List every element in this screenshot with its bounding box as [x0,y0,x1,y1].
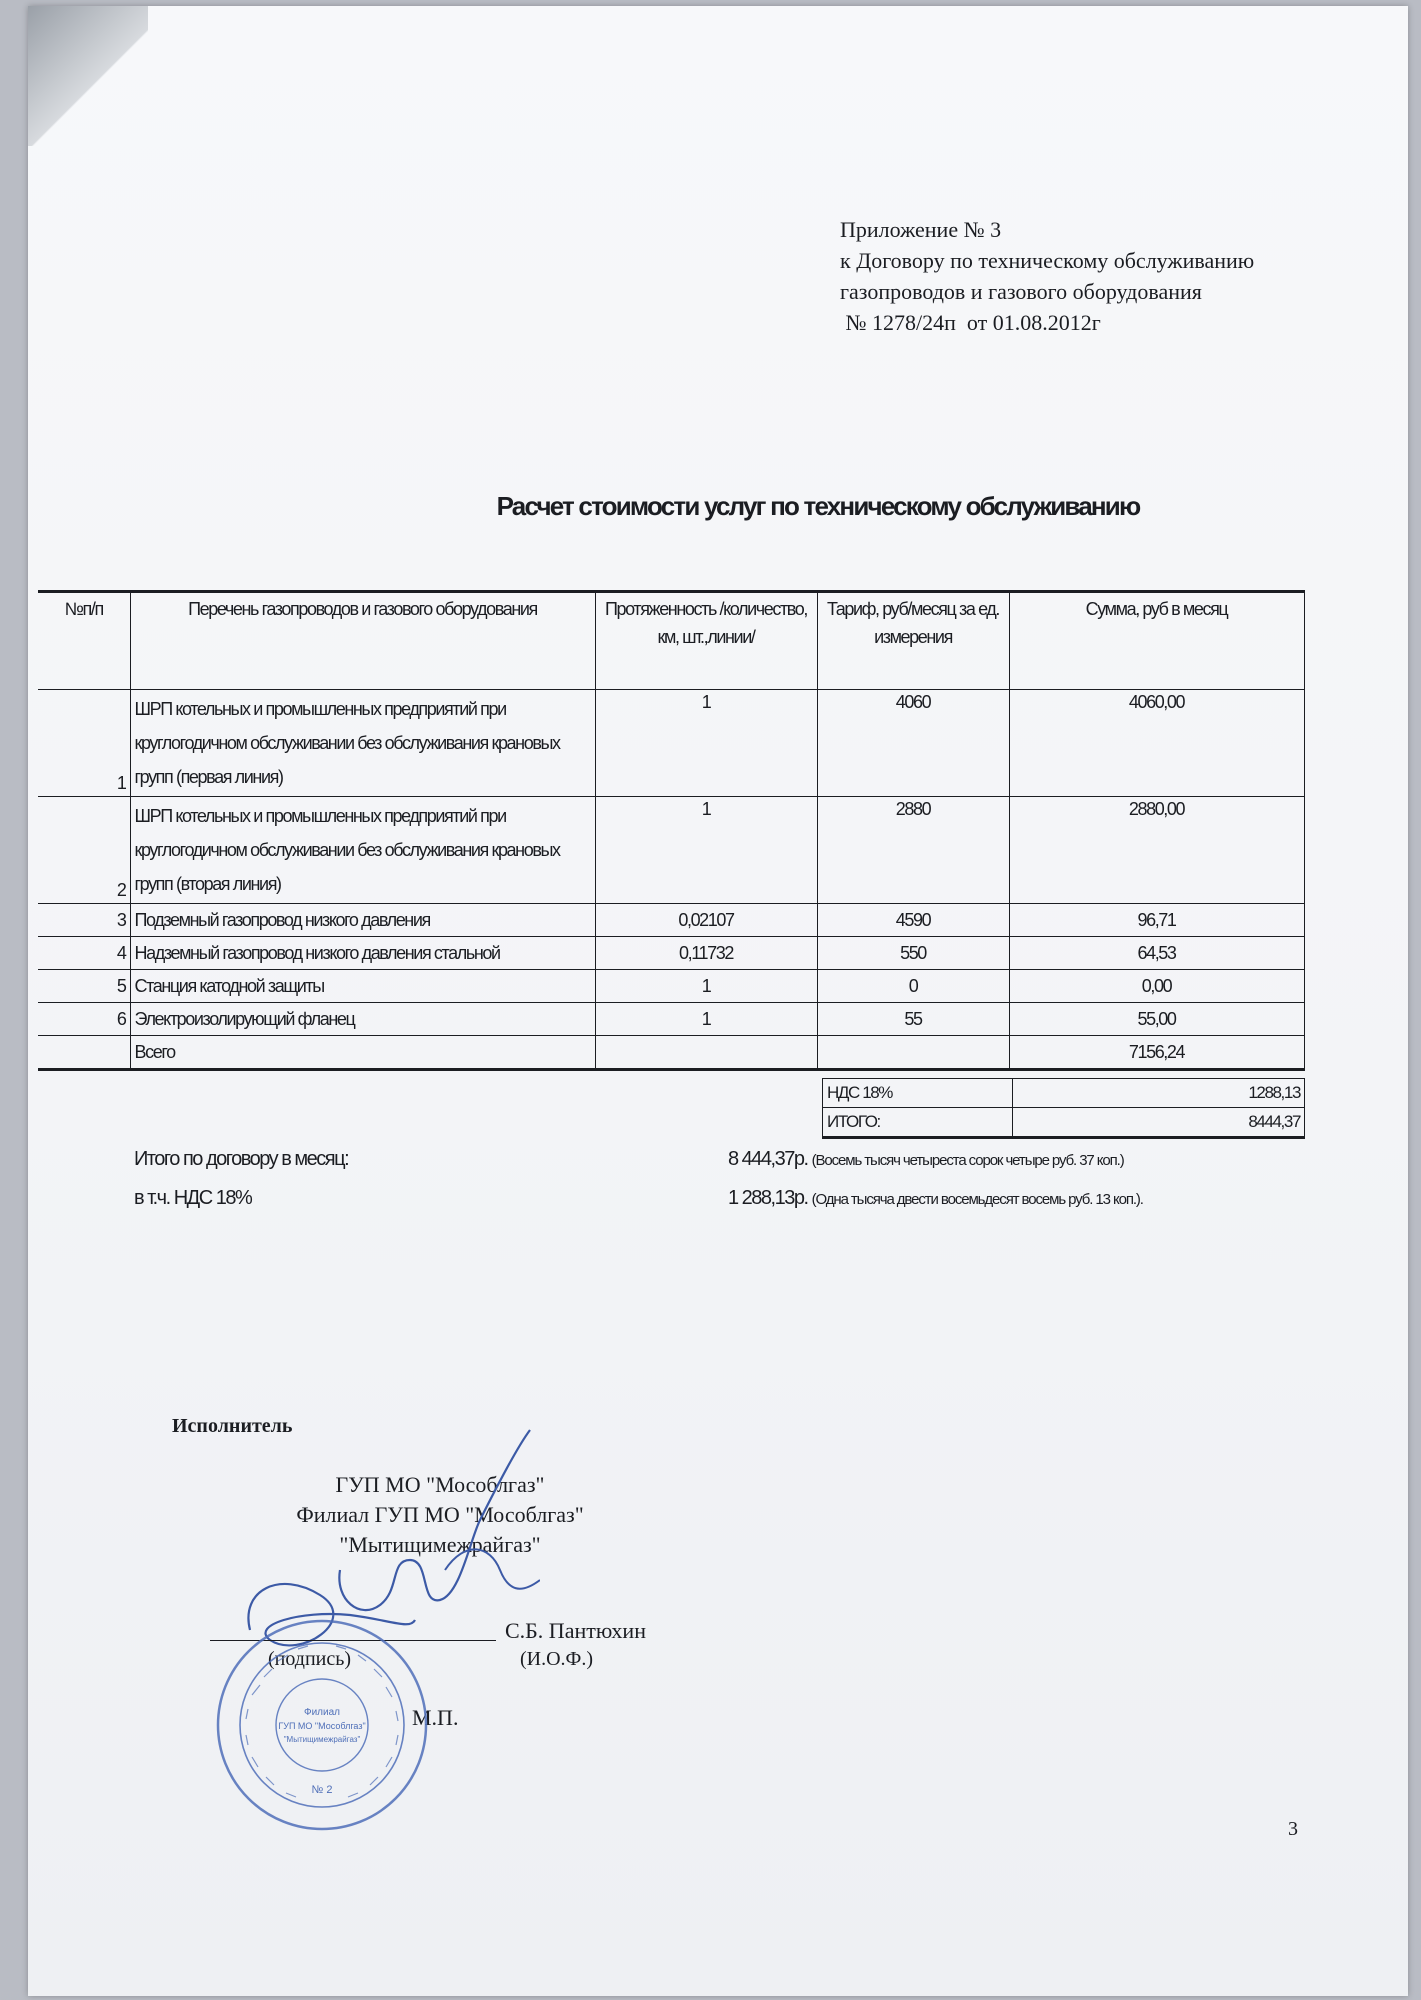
org-line-3: "Мытищимежрайгаз" [339,1532,541,1557]
row-name: Надземный газопровод низкого давления стальной [130,937,595,970]
seal-mark: М.П. [412,1705,459,1730]
row-qty: 1 [595,1003,817,1036]
total-qty-cell [595,1036,817,1070]
row-sum: 2880,00 [1009,797,1304,904]
row-name: ШРП котельных и промышленных предприятий при круглогодичном обслуживании без обслуживания крановых групп (первая линия) [130,690,595,797]
vat-label: НДС 18% [823,1079,1013,1108]
table-header-row [38,592,1304,690]
summary-vat-amount-group [728,1187,1143,1210]
total-sum: 7156,24 [1009,1036,1304,1070]
total-label: Всего [130,1036,595,1070]
row-num: 1 [38,690,130,797]
row-sum: 55,00 [1009,1003,1304,1036]
row-sum: 64,53 [1009,937,1304,970]
summary-monthly-amount: 8 444,37р. [728,1148,808,1170]
header-name: Перечень газопроводов и газового оборудования [130,592,595,690]
row-tariff: 0 [817,970,1009,1003]
row-name: ШРП котельных и промышленных предприятий при круглогодичном обслуживании без обслуживания крановых групп (вторая линия) [130,797,595,904]
row-qty: 0,11732 [595,937,817,970]
row-tariff: 2880 [817,797,1009,904]
row-num: 4 [38,937,130,970]
page-number: 3 [1288,1818,1298,1840]
appendix-header [840,214,1254,338]
appendix-line-2: к Договору по техническому обслуживанию [840,248,1255,273]
fio-caption: (И.О.Ф.) [520,1648,594,1670]
row-num: 5 [38,970,130,1003]
row-tariff: 4590 [817,904,1009,937]
row-sum: 96,71 [1009,904,1304,937]
row-qty: 1 [595,970,817,1003]
org-line-1: ГУП МО "Мособлгаз" [335,1472,545,1497]
summary-vat-words: (Одна тысяча двести восемьдесят восемь руб. 13 коп.). [811,1191,1143,1208]
row-num: 3 [38,904,130,937]
table-row [38,937,1304,970]
stamp-center-line-2: ГУП МО "Мособлгаз" [278,1721,366,1731]
stamp-number: № 2 [311,1784,333,1796]
grand-total-row [823,1108,1305,1138]
table-row [38,690,1304,797]
round-seal-stamp [212,1615,432,1835]
stamp-center-line-3: "Мытищимежрайгаз" [283,1735,361,1744]
header-num: №п/п [38,592,130,690]
services-table [38,590,1305,1071]
row-sum: 0,00 [1009,970,1304,1003]
row-num: 6 [38,1003,130,1036]
header-qty: Протяженность /количество, км, шт.,линии/ [595,592,817,690]
org-line-2: Филиал ГУП МО "Мособлгаз" [296,1502,584,1527]
signature-caption: (подпись) [268,1648,352,1670]
row-name: Электроизолирующий фланец [130,1003,595,1036]
appendix-line-1: Приложение № 3 [840,217,1002,242]
appendix-line-4: № 1278/24п от 01.08.2012г [840,310,1101,335]
summary-monthly-amount-group [728,1148,1124,1171]
vat-table [822,1078,1305,1139]
total-tariff-cell [817,1036,1009,1070]
document-title: Расчет стоимости услуг по техническому обслуживанию [496,491,1140,521]
row-qty: 1 [595,690,817,797]
row-sum: 4060,00 [1009,690,1304,797]
page-curl [28,6,148,146]
vat-row [823,1079,1305,1108]
signer-name: С.Б. Пантюхин [505,1618,646,1643]
row-tariff: 55 [817,1003,1009,1036]
row-name: Подземный газопровод низкого давления [130,904,595,937]
total-row [38,1036,1304,1070]
row-qty: 1 [595,797,817,904]
total-num-cell [38,1036,130,1070]
grand-total-value: 8444,37 [1013,1108,1305,1138]
executor-heading: Исполнитель [172,1415,293,1437]
row-qty: 0,02107 [595,904,817,937]
grand-total-label: ИТОГО: [823,1108,1013,1138]
header-sum: Сумма, руб в месяц [1009,592,1304,690]
summary-monthly-label: Итого по договору в месяц: [134,1148,349,1170]
row-tariff: 4060 [817,690,1009,797]
table-row [38,1003,1304,1036]
summary-vat-label: в т.ч. НДС 18% [134,1187,252,1209]
summary-vat-amount: 1 288,13р. [728,1187,808,1209]
row-name: Станция катодной защиты [130,970,595,1003]
table-row [38,797,1304,904]
table-row [38,904,1304,937]
summary-monthly-words: (Восемь тысяч четыреста сорок четыре руб. 37 коп.) [811,1152,1124,1169]
row-tariff: 550 [817,937,1009,970]
stamp-center-line-1: Филиал [303,1707,341,1718]
appendix-line-3: газопроводов и газового оборудования [840,279,1202,304]
table-row [38,970,1304,1003]
header-tariff: Тариф, руб/месяц за ед. измерения [817,592,1009,690]
row-num: 2 [38,797,130,904]
vat-value: 1288,13 [1013,1079,1305,1108]
